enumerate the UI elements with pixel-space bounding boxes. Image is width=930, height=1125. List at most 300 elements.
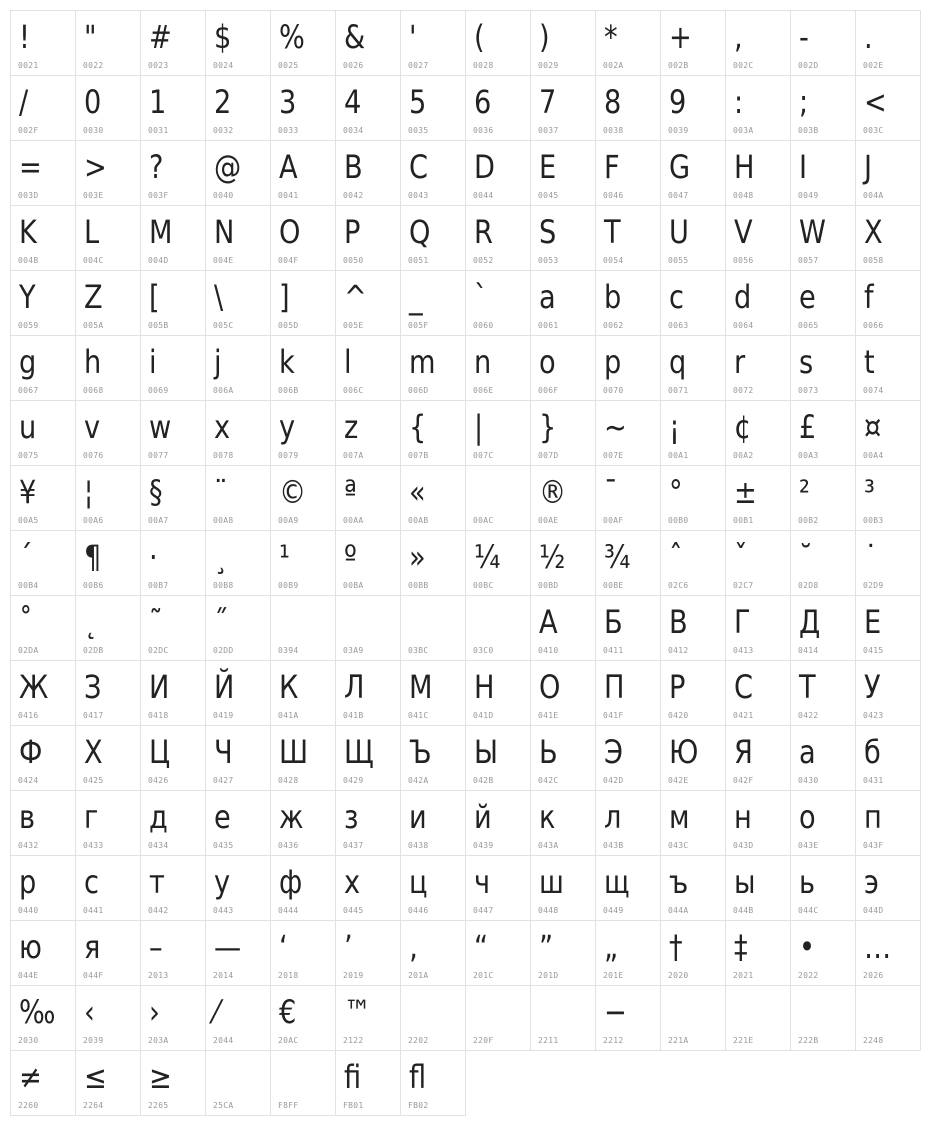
glyph-cell xyxy=(270,725,336,791)
glyph-char: ‰ xyxy=(19,993,56,1031)
glyph-codepoint: 0421 xyxy=(733,711,754,720)
glyph-cell xyxy=(270,75,336,141)
glyph-char: ¸ xyxy=(214,538,228,576)
glyph-char: Э xyxy=(604,733,623,771)
glyph-char: Ш xyxy=(279,733,309,771)
glyph-cell xyxy=(855,790,921,856)
glyph-cell xyxy=(660,660,726,726)
glyph-char: ° xyxy=(669,473,683,511)
glyph-cell xyxy=(205,920,271,986)
glyph-cell xyxy=(530,660,596,726)
glyph-codepoint: 0052 xyxy=(473,256,494,265)
glyph-cell xyxy=(205,1050,271,1116)
glyph-char: з xyxy=(344,798,359,836)
glyph-cell xyxy=(140,10,206,76)
glyph-cell xyxy=(335,1050,401,1116)
glyph-codepoint: 0418 xyxy=(148,711,169,720)
glyph-cell xyxy=(530,205,596,271)
glyph-char: п xyxy=(864,798,882,836)
glyph-codepoint: 00AB xyxy=(408,516,429,525)
glyph-char: ¦ xyxy=(84,473,94,511)
glyph-cell xyxy=(75,270,141,336)
glyph-codepoint: 220F xyxy=(473,1036,494,1045)
glyph-cell xyxy=(660,10,726,76)
glyph-char: ( xyxy=(474,18,485,56)
glyph-cell xyxy=(75,335,141,401)
glyph-codepoint: 2265 xyxy=(148,1101,169,1110)
glyph-char: ¯ xyxy=(604,473,618,511)
glyph-char: B xyxy=(344,148,363,186)
glyph-codepoint: 2030 xyxy=(18,1036,39,1045)
glyph-char: Я xyxy=(734,733,753,771)
glyph-codepoint: 2020 xyxy=(668,971,689,980)
glyph-codepoint: 0415 xyxy=(863,646,884,655)
glyph-cell xyxy=(205,530,271,596)
glyph-codepoint: 0048 xyxy=(733,191,754,200)
glyph-char: О xyxy=(539,668,561,706)
glyph-char: # xyxy=(149,18,172,56)
glyph-codepoint: 0030 xyxy=(83,126,104,135)
glyph-cell xyxy=(10,75,76,141)
glyph-char: - xyxy=(799,18,809,56)
glyph-char: Ж xyxy=(19,668,49,706)
glyph-codepoint: 221E xyxy=(733,1036,754,1045)
glyph-char: L xyxy=(84,213,100,251)
glyph-cell xyxy=(400,660,466,726)
glyph-cell xyxy=(335,530,401,596)
glyph-codepoint: 2018 xyxy=(278,971,299,980)
glyph-codepoint: 0444 xyxy=(278,906,299,915)
glyph-codepoint: 043C xyxy=(668,841,689,850)
glyph-char: b xyxy=(604,278,622,316)
glyph-codepoint: 0445 xyxy=(343,906,364,915)
glyph-char: W xyxy=(799,213,826,251)
glyph-char: I xyxy=(799,148,808,186)
glyph-char: р xyxy=(19,863,37,901)
glyph-cell xyxy=(270,140,336,206)
glyph-char: “ xyxy=(474,928,489,966)
glyph-char: ‚ xyxy=(409,928,418,966)
glyph-codepoint: 0071 xyxy=(668,386,689,395)
glyph-codepoint: 0427 xyxy=(213,776,234,785)
glyph-cell xyxy=(855,75,921,141)
glyph-codepoint: 0414 xyxy=(798,646,819,655)
glyph-codepoint: 042B xyxy=(473,776,494,785)
glyph-char: E xyxy=(539,148,557,186)
glyph-char: l xyxy=(344,343,352,381)
glyph-codepoint: 00A9 xyxy=(278,516,299,525)
glyph-cell xyxy=(790,790,856,856)
glyph-codepoint: 002D xyxy=(798,61,819,70)
glyph-char: ´ xyxy=(19,538,33,576)
glyph-char: ™ xyxy=(344,993,372,1031)
glyph-codepoint: 007E xyxy=(603,451,624,460)
glyph-codepoint: 0079 xyxy=(278,451,299,460)
glyph-cell xyxy=(465,530,531,596)
glyph-char: ю xyxy=(19,928,42,966)
glyph-codepoint: 00BE xyxy=(603,581,624,590)
glyph-codepoint: 222B xyxy=(798,1036,819,1045)
glyph-char: q xyxy=(669,343,687,381)
glyph-char: В xyxy=(669,603,688,641)
glyph-codepoint: 003E xyxy=(83,191,104,200)
glyph-cell xyxy=(270,855,336,921)
glyph-codepoint: 002B xyxy=(668,61,689,70)
glyph-char: ш xyxy=(539,863,564,901)
glyph-cell xyxy=(140,205,206,271)
glyph-codepoint: FB01 xyxy=(343,1101,364,1110)
glyph-cell xyxy=(530,335,596,401)
glyph-cell xyxy=(855,140,921,206)
glyph-codepoint: 00A3 xyxy=(798,451,819,460)
glyph-char: Й xyxy=(214,668,235,706)
glyph-codepoint: 0075 xyxy=(18,451,39,460)
glyph-grid xyxy=(10,10,920,1115)
glyph-char: * xyxy=(604,18,618,56)
glyph-cell xyxy=(205,660,271,726)
glyph-cell xyxy=(595,465,661,531)
glyph-cell xyxy=(400,855,466,921)
glyph-char: ! xyxy=(19,18,30,56)
glyph-codepoint: 044F xyxy=(83,971,104,980)
glyph-codepoint: F8FF xyxy=(278,1101,299,1110)
glyph-cell xyxy=(855,465,921,531)
glyph-char: л xyxy=(604,798,622,836)
glyph-cell xyxy=(205,75,271,141)
glyph-cell xyxy=(660,465,726,531)
glyph-char: Д xyxy=(799,603,821,641)
glyph-codepoint: 002A xyxy=(603,61,624,70)
glyph-char: … xyxy=(864,928,892,966)
glyph-cell xyxy=(75,205,141,271)
glyph-char: N xyxy=(214,213,235,251)
glyph-cell xyxy=(530,270,596,336)
glyph-char: с xyxy=(84,863,99,901)
glyph-cell xyxy=(725,530,791,596)
glyph-cell xyxy=(660,790,726,856)
glyph-cell xyxy=(595,140,661,206)
glyph-char: ф xyxy=(279,863,303,901)
glyph-codepoint: 00BC xyxy=(473,581,494,590)
glyph-char: ⁄ xyxy=(214,993,219,1031)
glyph-codepoint: 00A5 xyxy=(18,516,39,525)
glyph-cell xyxy=(725,595,791,661)
glyph-codepoint: 002E xyxy=(863,61,884,70)
glyph-cell xyxy=(10,595,76,661)
glyph-char: ﬁ xyxy=(344,1058,362,1096)
glyph-char: > xyxy=(84,148,107,186)
glyph-char: 2 xyxy=(214,83,232,121)
glyph-codepoint: 005C xyxy=(213,321,234,330)
glyph-cell xyxy=(660,335,726,401)
glyph-codepoint: 042F xyxy=(733,776,754,785)
glyph-char: D xyxy=(474,148,495,186)
glyph-char: Л xyxy=(344,668,365,706)
glyph-cell xyxy=(205,10,271,76)
glyph-cell xyxy=(335,790,401,856)
glyph-char: а xyxy=(799,733,816,771)
glyph-codepoint: 0063 xyxy=(668,321,689,330)
glyph-char: 7 xyxy=(539,83,557,121)
glyph-codepoint: 0431 xyxy=(863,776,884,785)
glyph-char: k xyxy=(279,343,295,381)
glyph-codepoint: 007B xyxy=(408,451,429,460)
glyph-cell xyxy=(270,335,336,401)
glyph-char: д xyxy=(149,798,168,836)
glyph-char: ? xyxy=(149,148,164,186)
glyph-cell xyxy=(335,140,401,206)
glyph-char: n xyxy=(474,343,492,381)
glyph-char: Ы xyxy=(474,733,498,771)
glyph-codepoint: 006E xyxy=(473,386,494,395)
glyph-cell xyxy=(75,465,141,531)
glyph-char: » xyxy=(409,538,426,576)
glyph-char: Y xyxy=(19,278,36,316)
glyph-codepoint: 0041 xyxy=(278,191,299,200)
glyph-codepoint: 02C7 xyxy=(733,581,754,590)
glyph-char: — xyxy=(214,928,242,966)
glyph-char: Е xyxy=(864,603,882,641)
glyph-codepoint: 043B xyxy=(603,841,624,850)
glyph-char: ’ xyxy=(344,928,353,966)
glyph-cell xyxy=(595,920,661,986)
glyph-codepoint: 0049 xyxy=(798,191,819,200)
glyph-codepoint: 20AC xyxy=(278,1036,299,1045)
glyph-char: Р xyxy=(669,668,686,706)
glyph-char: † xyxy=(669,928,683,966)
glyph-codepoint: 0025 xyxy=(278,61,299,70)
glyph-cell xyxy=(855,725,921,791)
glyph-cell xyxy=(75,530,141,596)
glyph-cell xyxy=(595,335,661,401)
glyph-cell xyxy=(725,140,791,206)
glyph-codepoint: 042D xyxy=(603,776,624,785)
glyph-codepoint: 0073 xyxy=(798,386,819,395)
glyph-char: ж xyxy=(279,798,304,836)
glyph-cell xyxy=(660,855,726,921)
glyph-codepoint: 042C xyxy=(538,776,559,785)
glyph-codepoint: 0078 xyxy=(213,451,234,460)
glyph-codepoint: 0035 xyxy=(408,126,429,135)
glyph-codepoint: 007A xyxy=(343,451,364,460)
glyph-codepoint: 2026 xyxy=(863,971,884,980)
glyph-cell xyxy=(270,270,336,336)
glyph-codepoint: 0023 xyxy=(148,61,169,70)
glyph-codepoint: 004A xyxy=(863,191,884,200)
glyph-char: [ xyxy=(149,278,160,316)
glyph-char: p xyxy=(604,343,622,381)
glyph-char: И xyxy=(149,668,170,706)
glyph-cell xyxy=(725,725,791,791)
glyph-codepoint: 0022 xyxy=(83,61,104,70)
glyph-char: и xyxy=(409,798,427,836)
glyph-cell xyxy=(10,1050,76,1116)
glyph-codepoint: 043D xyxy=(733,841,754,850)
glyph-char: ] xyxy=(279,278,290,316)
glyph-codepoint: 0068 xyxy=(83,386,104,395)
glyph-char: + xyxy=(669,18,692,56)
glyph-char: Ю xyxy=(669,733,699,771)
glyph-cell xyxy=(10,400,76,466)
glyph-char: Ф xyxy=(19,733,43,771)
glyph-char: в xyxy=(19,798,36,836)
glyph-codepoint: 002F xyxy=(18,126,39,135)
glyph-char: " xyxy=(84,18,97,56)
glyph-codepoint: 0028 xyxy=(473,61,494,70)
glyph-char: К xyxy=(279,668,299,706)
glyph-codepoint: 044C xyxy=(798,906,819,915)
glyph-cell xyxy=(140,855,206,921)
glyph-cell xyxy=(75,400,141,466)
glyph-codepoint: 25CA xyxy=(213,1101,234,1110)
glyph-cell xyxy=(400,270,466,336)
glyph-codepoint: 0430 xyxy=(798,776,819,785)
glyph-cell xyxy=(725,465,791,531)
glyph-char: ½ xyxy=(539,538,566,576)
glyph-codepoint: 0440 xyxy=(18,906,39,915)
glyph-cell xyxy=(400,920,466,986)
glyph-codepoint: 0051 xyxy=(408,256,429,265)
glyph-char: г xyxy=(84,798,99,836)
glyph-cell xyxy=(75,75,141,141)
glyph-codepoint: 0435 xyxy=(213,841,234,850)
glyph-char: ¹ xyxy=(279,538,290,576)
glyph-cell xyxy=(10,270,76,336)
glyph-cell xyxy=(335,465,401,531)
glyph-char: ¥ xyxy=(19,473,37,511)
glyph-codepoint: 004B xyxy=(18,256,39,265)
glyph-cell xyxy=(855,205,921,271)
glyph-cell xyxy=(790,400,856,466)
glyph-codepoint: 0447 xyxy=(473,906,494,915)
glyph-char: y xyxy=(279,408,296,446)
glyph-cell xyxy=(140,75,206,141)
glyph-cell xyxy=(270,205,336,271)
glyph-char: 9 xyxy=(669,83,687,121)
glyph-char: ~ xyxy=(604,408,627,446)
glyph-cell xyxy=(10,920,76,986)
glyph-codepoint: 0423 xyxy=(863,711,884,720)
glyph-codepoint: 0053 xyxy=(538,256,559,265)
glyph-char: ¾ xyxy=(604,538,631,576)
glyph-codepoint: 0061 xyxy=(538,321,559,330)
glyph-codepoint: 0442 xyxy=(148,906,169,915)
glyph-char: ¤ xyxy=(864,408,882,446)
glyph-char: i xyxy=(149,343,157,381)
glyph-char: я xyxy=(84,928,101,966)
glyph-codepoint: 004E xyxy=(213,256,234,265)
glyph-codepoint: 042E xyxy=(668,776,689,785)
glyph-codepoint: 0433 xyxy=(83,841,104,850)
glyph-char: r xyxy=(734,343,746,381)
glyph-codepoint: 03C0 xyxy=(473,646,494,655)
glyph-codepoint: 0074 xyxy=(863,386,884,395)
glyph-cell xyxy=(205,595,271,661)
glyph-cell xyxy=(725,270,791,336)
glyph-codepoint: 00AA xyxy=(343,516,364,525)
glyph-codepoint: 0419 xyxy=(213,711,234,720)
glyph-char: ' xyxy=(409,18,417,56)
glyph-char: х xyxy=(344,863,361,901)
glyph-cell xyxy=(595,75,661,141)
glyph-char: ² xyxy=(799,473,810,511)
glyph-char: s xyxy=(799,343,814,381)
glyph-codepoint: 006D xyxy=(408,386,429,395)
glyph-char: d xyxy=(734,278,752,316)
glyph-cell xyxy=(725,660,791,726)
glyph-cell xyxy=(855,400,921,466)
glyph-codepoint: 0394 xyxy=(278,646,299,655)
glyph-codepoint: 0439 xyxy=(473,841,494,850)
glyph-char: ) xyxy=(539,18,550,56)
glyph-char: @ xyxy=(214,148,242,186)
glyph-char: ы xyxy=(734,863,756,901)
glyph-char: б xyxy=(864,733,881,771)
glyph-char: ‹ xyxy=(84,993,95,1031)
glyph-char: O xyxy=(279,213,301,251)
glyph-cell xyxy=(530,920,596,986)
glyph-char: ˝ xyxy=(214,603,228,641)
glyph-codepoint: 0040 xyxy=(213,191,234,200)
glyph-codepoint: 0416 xyxy=(18,711,39,720)
glyph-codepoint: 0413 xyxy=(733,646,754,655)
glyph-codepoint: 0429 xyxy=(343,776,364,785)
glyph-cell xyxy=(10,530,76,596)
glyph-codepoint: 0443 xyxy=(213,906,234,915)
glyph-cell xyxy=(270,10,336,76)
glyph-cell xyxy=(75,790,141,856)
glyph-codepoint: 2021 xyxy=(733,971,754,980)
glyph-cell xyxy=(530,465,596,531)
glyph-cell xyxy=(335,855,401,921)
glyph-cell xyxy=(725,400,791,466)
glyph-cell xyxy=(725,205,791,271)
glyph-cell xyxy=(140,725,206,791)
glyph-codepoint: 2202 xyxy=(408,1036,429,1045)
glyph-cell xyxy=(400,790,466,856)
glyph-char: ª xyxy=(344,473,357,511)
glyph-cell xyxy=(400,465,466,531)
glyph-cell xyxy=(400,205,466,271)
glyph-char: X xyxy=(864,213,883,251)
glyph-cell xyxy=(465,660,531,726)
glyph-codepoint: 041D xyxy=(473,711,494,720)
glyph-char: ^ xyxy=(344,278,367,316)
glyph-codepoint: 2044 xyxy=(213,1036,234,1045)
glyph-codepoint: 0422 xyxy=(798,711,819,720)
glyph-char: 8 xyxy=(604,83,622,121)
glyph-codepoint: 2248 xyxy=(863,1036,884,1045)
glyph-codepoint: 0069 xyxy=(148,386,169,395)
glyph-cell xyxy=(660,530,726,596)
glyph-cell xyxy=(465,855,531,921)
glyph-cell xyxy=(465,920,531,986)
glyph-codepoint: 0428 xyxy=(278,776,299,785)
glyph-codepoint: 2039 xyxy=(83,1036,104,1045)
glyph-cell xyxy=(855,530,921,596)
glyph-cell xyxy=(855,10,921,76)
glyph-char: Ъ xyxy=(409,733,432,771)
glyph-cell xyxy=(335,335,401,401)
glyph-char: ¡ xyxy=(669,408,680,446)
glyph-cell xyxy=(335,985,401,1051)
glyph-char: ˇ xyxy=(734,538,748,576)
glyph-cell xyxy=(10,205,76,271)
glyph-cell xyxy=(400,595,466,661)
glyph-codepoint: 0438 xyxy=(408,841,429,850)
glyph-cell xyxy=(530,75,596,141)
glyph-cell xyxy=(725,985,791,1051)
